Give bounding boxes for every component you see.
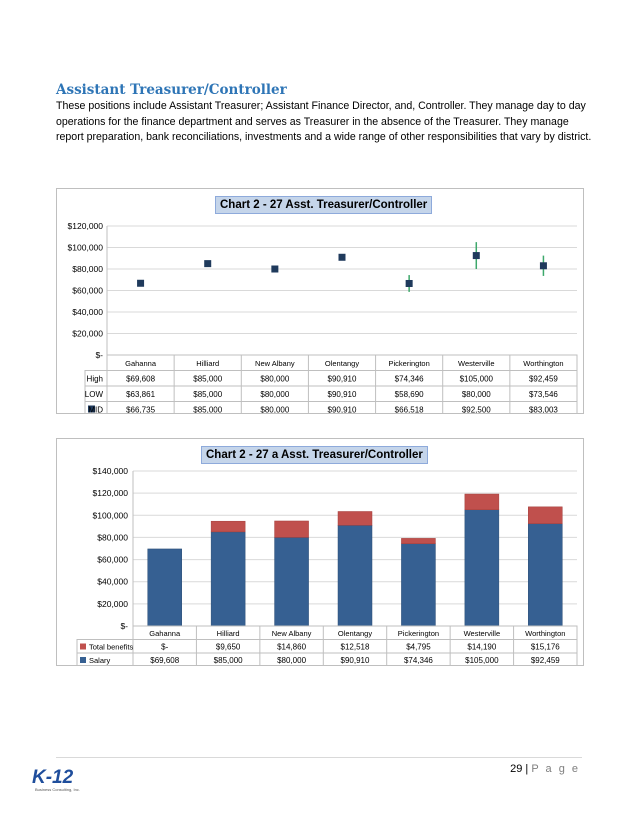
stacked-bar-chart-svg <box>57 439 583 665</box>
mid-marker <box>137 280 144 287</box>
salary-bar <box>275 537 309 626</box>
mid-marker <box>540 262 547 269</box>
category-label: Westerville <box>463 629 501 638</box>
page-number-footer <box>510 763 580 775</box>
table-cell: $73,546 <box>528 390 558 399</box>
table-cell: $85,000 <box>193 405 223 413</box>
table-cell: $4,795 <box>406 642 431 652</box>
table-cell: $83,003 <box>528 405 558 413</box>
table-cell: $92,459 <box>530 656 560 665</box>
y-tick-label: $20,000 <box>97 598 128 609</box>
benefits-bar <box>211 521 245 532</box>
benefits-bar <box>401 538 435 543</box>
benefits-bar <box>465 494 499 510</box>
category-label: Hilliard <box>216 629 240 638</box>
y-tick-label: $80,000 <box>97 532 128 543</box>
series-label: High <box>86 374 103 384</box>
salary-bar <box>148 549 182 626</box>
y-tick-label: $120,000 <box>92 488 128 499</box>
legend-key <box>80 657 86 663</box>
table-cell: $92,500 <box>461 405 491 413</box>
y-tick-label: $- <box>95 350 103 360</box>
logo-text: K-12 <box>32 767 74 788</box>
benefits-bar <box>338 511 372 525</box>
category-label: New Albany <box>271 629 312 638</box>
category-label: Pickerington <box>397 629 440 638</box>
y-tick-label: $40,000 <box>72 307 103 317</box>
table-cell: $74,346 <box>403 656 433 665</box>
section-heading: Assistant Treasurer/Controller <box>56 82 287 98</box>
category-label: Hilliard <box>196 359 220 368</box>
series-label: Salary <box>89 656 111 665</box>
table-cell: $80,000 <box>260 390 290 399</box>
k12-logo <box>30 763 82 793</box>
table-cell: $63,861 <box>126 390 156 399</box>
y-tick-label: $- <box>120 621 128 631</box>
table-cell: $85,000 <box>193 390 223 399</box>
table-cell: $90,910 <box>327 405 357 413</box>
table-cell: $14,190 <box>467 642 497 652</box>
y-tick-label: $80,000 <box>72 264 103 274</box>
table-cell: $58,690 <box>394 390 424 399</box>
y-tick-label: $100,000 <box>92 510 128 521</box>
category-label: Pickerington <box>388 359 430 368</box>
y-tick-label: $60,000 <box>97 554 128 565</box>
table-row <box>77 640 577 654</box>
salary-bar <box>338 525 372 626</box>
category-label: Worthington <box>523 359 564 368</box>
table-cell: $80,000 <box>260 405 290 413</box>
stacked-bar-chart-title: Chart 2 - 27 a Asst. Treasurer/Controller <box>201 446 428 464</box>
mid-marker <box>473 252 480 259</box>
table-cell: $105,000 <box>465 656 499 665</box>
series-label: LOW <box>84 390 103 399</box>
series-label: Total benefits <box>89 642 134 652</box>
table-cell: $90,910 <box>327 374 357 384</box>
category-label: Olentangy <box>324 359 360 368</box>
table-cell: $15,176 <box>530 642 560 652</box>
y-tick-label: $140,000 <box>92 466 128 476</box>
table-cell: $69,608 <box>126 374 156 384</box>
table-cell: $80,000 <box>461 390 491 399</box>
category-label: New Albany <box>255 359 295 368</box>
table-cell: $92,459 <box>528 374 558 384</box>
salary-bar <box>401 544 435 626</box>
y-tick-label: $60,000 <box>72 285 103 296</box>
salary-bar <box>528 524 562 626</box>
table-cell: $85,000 <box>213 656 243 665</box>
range-chart-title: Chart 2 - 27 Asst. Treasurer/Controller <box>215 196 432 214</box>
table-cell: $74,346 <box>394 374 424 384</box>
table-cell: $90,910 <box>327 390 357 399</box>
category-label: Gahanna <box>149 629 181 638</box>
category-label: Westerville <box>458 359 495 368</box>
category-label: Worthington <box>525 629 566 638</box>
mid-marker <box>339 254 346 261</box>
stacked-bar-chart <box>56 438 584 666</box>
table-cell: $14,860 <box>277 642 307 652</box>
y-tick-label: $20,000 <box>72 328 103 339</box>
table-cell: $66,518 <box>394 405 424 413</box>
table-cell: $105,000 <box>459 374 493 384</box>
legend-key <box>80 644 86 650</box>
logo-subtext: Business Consulting, Inc. <box>35 787 80 792</box>
table-cell: $69,608 <box>150 656 180 665</box>
page-word: P a g e <box>531 763 580 775</box>
y-tick-label: $120,000 <box>67 221 103 231</box>
table-cell: $9,650 <box>215 642 241 652</box>
y-tick-label: $40,000 <box>97 576 128 587</box>
table-cell: $80,000 <box>260 374 290 384</box>
table-cell: $12,518 <box>340 642 370 652</box>
series-label: MID <box>88 405 103 413</box>
category-label: Olentangy <box>337 629 373 638</box>
table-cell: $- <box>161 642 169 652</box>
section-paragraph: These positions include Assistant Treasurer; Assistant Finance Director, and, Controller. They manage day to day operations for the finance department and serves as Treasurer in the absence of the Treasurer. They manage report preparation, bank reconciliations, investments and a wide range of other responsibilities that vary by district. <box>56 100 592 143</box>
table-cell: $85,000 <box>193 374 223 384</box>
table-cell: $90,910 <box>340 656 370 665</box>
footer-rule <box>56 757 582 758</box>
salary-bar <box>211 532 245 626</box>
range-chart-svg <box>57 189 583 413</box>
table-cell: $80,000 <box>277 656 307 665</box>
category-label: Gahanna <box>125 359 157 368</box>
table-cell: $66,735 <box>126 405 156 413</box>
page-number: 29 <box>510 763 523 775</box>
mid-marker <box>406 280 413 287</box>
benefits-bar <box>528 507 562 524</box>
benefits-bar <box>275 521 309 537</box>
salary-bar <box>465 510 499 626</box>
mid-marker <box>271 266 278 273</box>
page-separator: | <box>525 763 529 775</box>
y-tick-label: $100,000 <box>67 242 103 253</box>
mid-marker <box>204 260 211 267</box>
range-chart <box>56 188 584 414</box>
